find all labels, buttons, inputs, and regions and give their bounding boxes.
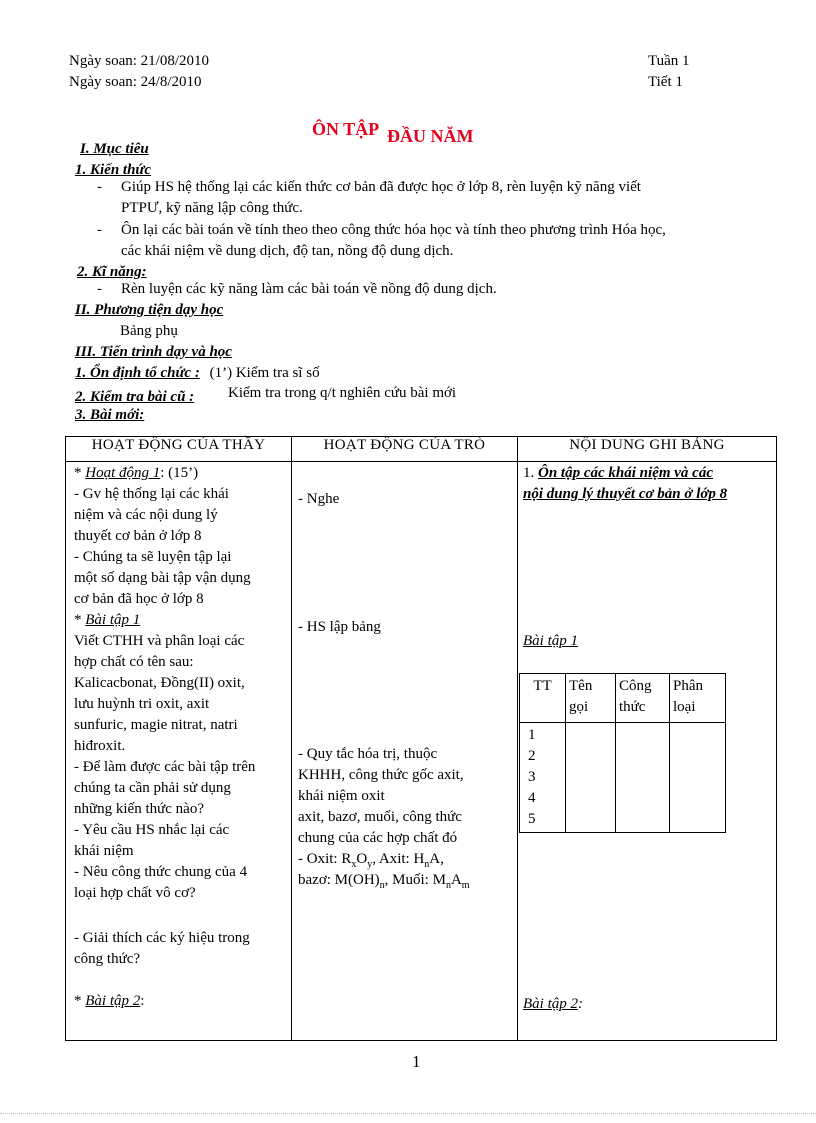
bullet-dash: - <box>97 222 102 238</box>
section-objectives-text: I. Mục tiêu <box>80 141 149 157</box>
lesson-date-1: Ngày soan: 21/08/2010 <box>69 53 209 69</box>
materials-text: Bảng phụ <box>120 323 178 339</box>
student-line: khái niệm oxit <box>298 788 385 804</box>
formula-text: O <box>356 851 368 867</box>
knowledge-bullet-1a: Giúp HS hệ thống lại các kiến thức cơ bản đã được học ở lớp 8, rèn luyện kỹ năng viết <box>121 179 641 195</box>
classification-row-number: 2 <box>528 748 536 764</box>
bullet-dash: - <box>97 179 102 195</box>
teacher-line: một số dạng bài tập vận dụng <box>74 570 251 586</box>
step-review-label: 2. Kiểm tra bài cũ : <box>75 389 195 405</box>
lesson-date-2: Ngày soan: 24/8/2010 <box>69 74 202 90</box>
classification-header-tt: TT <box>520 674 566 723</box>
classification-header-name: Tên gọi <box>566 674 616 723</box>
classification-row-number: 3 <box>528 769 536 785</box>
section-materials-text: II. Phương tiện dạy học <box>75 302 224 318</box>
teacher-line: những kiến thức nào? <box>74 801 204 817</box>
formula-subscript: y <box>367 859 373 870</box>
step-review <box>75 389 194 406</box>
exercise-1-heading <box>74 610 140 631</box>
activity-1-star: * <box>74 465 86 481</box>
classification-name-cell <box>566 723 616 833</box>
section-objectives <box>80 141 149 158</box>
formula-subscript: n <box>424 859 430 870</box>
lesson-table-header <box>66 437 777 462</box>
classification-type-cell <box>670 723 726 833</box>
exercise-2-label: Bài tập 2 <box>85 993 141 1009</box>
section-knowledge-text: 1. Kiến thức <box>75 162 152 178</box>
section-knowledge <box>75 162 151 179</box>
step-organize <box>75 365 320 382</box>
formula-text: , Muối: M <box>384 872 446 888</box>
formula-base-salt <box>298 870 470 896</box>
teacher-line: - Chúng ta sẽ luyện tập lại <box>74 549 232 565</box>
teacher-line: hợp chất có tên sau: <box>74 654 194 670</box>
board-heading-line-1: Ôn tập các khái niệm và các <box>538 465 713 481</box>
teacher-line: Viết CTHH và phân loại các <box>74 633 245 649</box>
formula-subscript: m <box>461 880 470 891</box>
skills-bullet-1: Rèn luyện các kỹ năng làm các bài toán về nồng độ dung dịch. <box>121 281 497 297</box>
formula-subscript: x <box>351 859 357 870</box>
exercise-2-colon: : <box>140 993 145 1009</box>
formula-text: A, <box>429 851 444 867</box>
board-exercise-2 <box>523 994 583 1015</box>
classification-table <box>519 673 726 833</box>
classification-tt-cell <box>520 723 566 833</box>
page-bottom-rule <box>0 1113 816 1114</box>
exercise-1-star: * <box>74 612 86 628</box>
student-line: KHHH, công thức gốc axit, <box>298 767 464 783</box>
step-new-lesson <box>75 407 144 424</box>
teacher-line: - Yêu cầu HS nhắc lại các <box>74 822 230 838</box>
exercise-2-heading <box>74 991 144 1012</box>
board-exercise-2-label: Bài tập 2 <box>523 996 578 1012</box>
board-exercise-1 <box>523 631 578 652</box>
classification-row-number: 5 <box>528 811 536 827</box>
classification-body-row <box>520 723 726 833</box>
step-organize-label: 1. Ổn định tổ chức : <box>75 365 200 381</box>
header-student: HOẠT ĐỘNG CỦA TRÒ <box>292 437 518 462</box>
formula-text: , Axit: H <box>372 851 425 867</box>
week-label: Tuần 1 <box>648 53 690 69</box>
step-new-lesson-text: 3. Bài mới: <box>75 407 145 423</box>
period-label: Tiết 1 <box>648 74 683 90</box>
title-part2: ĐẦU NĂM <box>387 126 474 146</box>
teacher-line: cơ bản đã học ở lớp 8 <box>74 591 204 607</box>
teacher-line: niệm và các nội dung lý <box>74 507 218 523</box>
header-teacher: HOẠT ĐỘNG CỦA THẦY <box>66 437 292 462</box>
classification-header-row <box>520 674 726 723</box>
student-column <box>292 462 518 1041</box>
teacher-line: công thức? <box>74 951 141 967</box>
formula-text: A <box>450 872 462 888</box>
step-review-text: Kiểm tra trong q/t nghiên cứu bài mới <box>228 385 457 401</box>
section-materials <box>75 302 223 319</box>
board-heading-number: 1. <box>523 465 538 481</box>
teacher-line: sunfuric, magie nitrat, natri <box>74 717 238 733</box>
teacher-line: - Để làm được các bài tập trên <box>74 759 256 775</box>
board-heading-1 <box>523 463 713 484</box>
student-line: - Quy tắc hóa trị, thuộc <box>298 746 438 762</box>
classification-row-number: 1 <box>528 727 536 743</box>
teacher-line: loại hợp chất vô cơ? <box>74 885 196 901</box>
teacher-line: hiđroxit. <box>74 738 126 754</box>
section-skills <box>77 264 147 281</box>
teacher-line: lưu huỳnh tri oxit, axit <box>74 696 210 712</box>
teacher-column <box>66 462 292 1041</box>
teacher-line: - Gv hệ thống lại các khái <box>74 486 229 502</box>
section-procedure-text: III. Tiến trình dạy và học <box>75 344 232 360</box>
knowledge-bullet-2a: Ôn lại các bài toán về tính theo theo công thức hóa học và tính theo phương trình Hóa học, <box>121 222 666 238</box>
classification-header-formula: Công thức <box>616 674 670 723</box>
student-line: - Nghe <box>298 491 340 507</box>
student-line: axit, bazơ, muối, công thức <box>298 809 462 825</box>
formula-text: bazơ: M(OH) <box>298 872 380 888</box>
classification-row-number: 4 <box>528 790 536 806</box>
student-line: - HS lập bảng <box>298 619 381 635</box>
board-heading-2 <box>523 484 727 505</box>
page-number: 1 <box>412 1052 421 1071</box>
teacher-line: Kalicacbonat, Đồng(II) oxit, <box>74 675 245 691</box>
activity-1-label: Hoạt động 1 <box>85 465 161 481</box>
step-organize-text: (1’) Kiểm tra sĩ số <box>209 365 320 381</box>
header-board: NỘI DUNG GHI BẢNG <box>518 437 777 462</box>
section-skills-text: 2. Kĩ năng: <box>77 264 147 280</box>
classification-formula-cell <box>616 723 670 833</box>
board-exercise-2-colon: : <box>578 996 583 1012</box>
bullet-dash: - <box>97 281 102 297</box>
formula-text: - Oxit: R <box>298 851 352 867</box>
board-exercise-1-label: Bài tập 1 <box>523 633 578 649</box>
classification-header-type: Phân loại <box>670 674 726 723</box>
student-line: chung của các hợp chất đó <box>298 830 458 846</box>
teacher-line: - Nêu công thức chung của 4 <box>74 864 248 880</box>
teacher-line: chúng ta cần phải sử dụng <box>74 780 231 796</box>
teacher-line: thuyết cơ bản ở lớp 8 <box>74 528 202 544</box>
formula-subscript: n <box>445 880 451 891</box>
board-heading-line-2: nội dung lý thuyết cơ bản ở lớp 8 <box>523 486 728 502</box>
teacher-line: khái niệm <box>74 843 134 859</box>
knowledge-bullet-2b: các khái niệm về dung dịch, độ tan, nồng độ dung dịch. <box>121 243 454 259</box>
title-part1: ÔN TẬP <box>312 119 380 139</box>
teacher-line: - Giải thích các ký hiệu trong <box>74 930 250 946</box>
activity-1-time: : (15’) <box>160 465 199 481</box>
knowledge-bullet-1b: PTPƯ, kỹ năng lập công thức. <box>121 200 303 216</box>
formula-subscript: n <box>379 880 385 891</box>
exercise-1-label: Bài tập 1 <box>85 612 141 628</box>
exercise-2-star: * <box>74 993 86 1009</box>
section-procedure <box>75 344 232 361</box>
activity-1-heading <box>74 463 198 484</box>
